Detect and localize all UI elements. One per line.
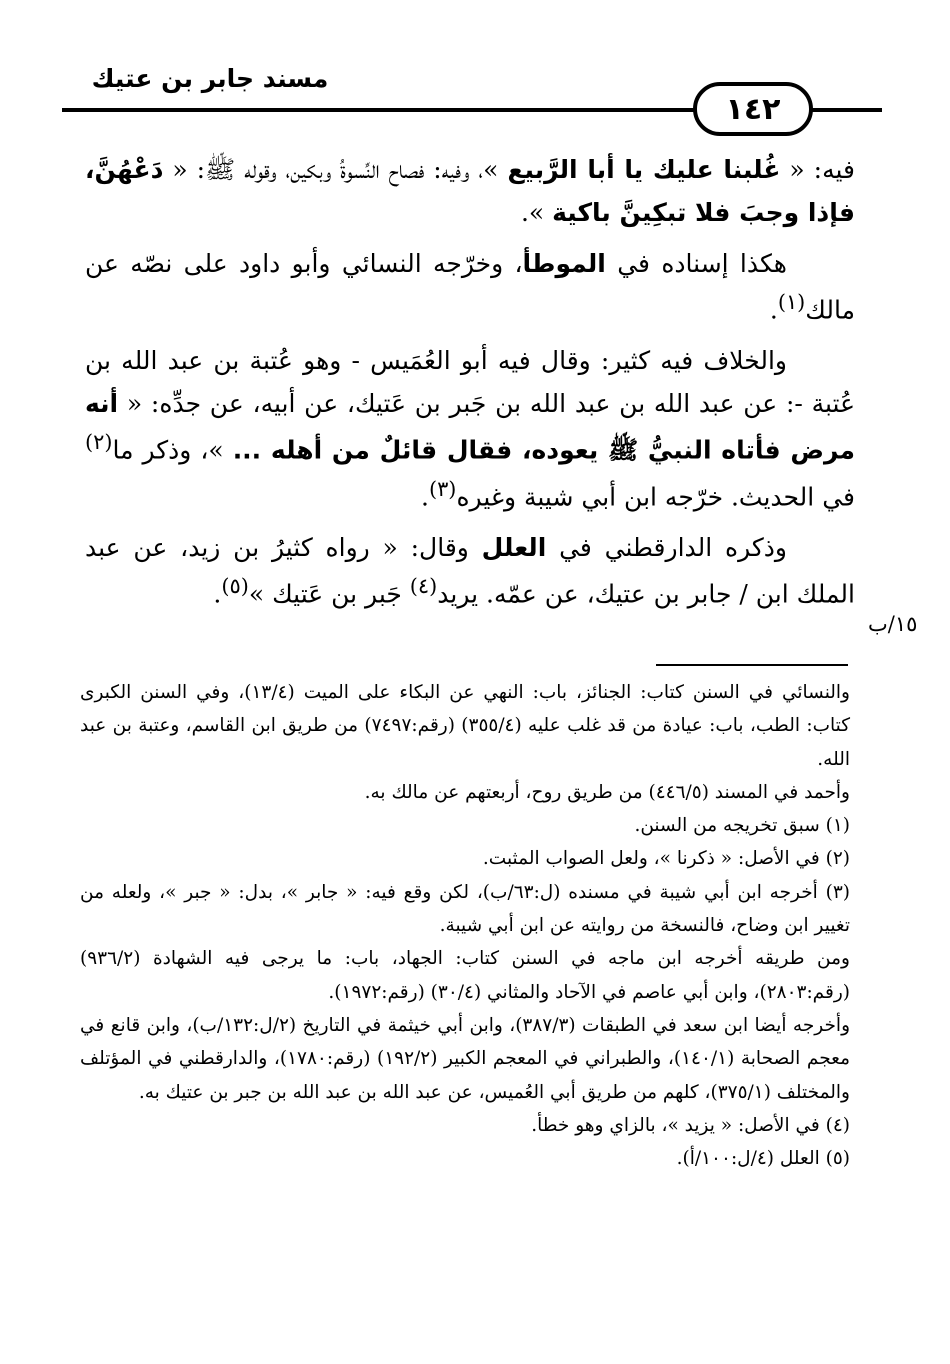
footnote-ref: (١) (777, 290, 806, 314)
footnote-3-continuation: وأخرجه أيضا ابن سعد في الطبقات (٣٨٧/٣)، وابن أبي خيثمة في التاريخ (٢/ل:١٣٢/ب)، وابن قانع في معجم الصحابة (١٤٠/١)، والطبراني في المعجم الكبير (١٩٢/٢) (رقم:١٧٨٠)، والدارقطني في المؤتلف والمختلف (٣٧٥/١)، كلهم من طريق أبي العُميس، عن عبد الله بن عبد الله بن جبر بن عتيك به. (80, 1014, 851, 1103)
footnote-ref: (٣) (428, 476, 457, 501)
quote-bold: دَعْهُنَّ، فإذا وجبَ فلا تبكِينَّ باكية (85, 155, 855, 227)
footnote-3-continuation: ومن طريقه أخرجه ابن ماجه في السنن كتاب: الجهاد، باب: ما يرجى فيه الشهادة (٩٣٦/٢) (رقم:٢٨٠٣)، وابن أبي عاصم في الآحاد والمثاني (٣٠/٤) (رقم:١٩٧٢). (80, 948, 850, 1003)
paragraph-2: هكذا إسناده في الموطأ، وخرّجه النسائي وأبو داود على نصّه عن مالك$^{(١)}$. (85, 249, 855, 325)
running-title: مسند جابر بن عتيك (91, 64, 329, 93)
book-title-bold: الموطأ (522, 249, 606, 278)
footnote-ref: (٤) (409, 573, 438, 598)
paragraph-4: وذكره الدارقطني في العلل وقال: « رواه كثيرُ بن زيد، عن عبد الملك ابن / جابر بن عتيك، عن عمّه. يريد$^{(٤)}$ جَبر بن عَتيك »$^{(٥)}$. (85, 532, 855, 609)
footnote-separator (656, 664, 848, 666)
footnote-continuation: وأحمد في المسند (٤٤٦/٥) من طريق روح، أربعتهم عن مالك به. (364, 781, 850, 803)
page-number: ١٤٢ (725, 91, 781, 127)
footnote-ref: (٢) (85, 430, 113, 455)
footnote-ref: (٥) (221, 573, 249, 598)
footnotes (80, 676, 850, 1175)
manuscript-folio-note: ١٥/ب (868, 612, 918, 636)
footnote-4: (٤) في الأصل: « يزيد »، بالزاي وهو خطأ. (531, 1114, 850, 1136)
page-number-badge (693, 82, 813, 136)
footnote-5: (٥) العلل (٤/ل:١٠٠/أ). (676, 1148, 850, 1170)
quote-bold: غُلبنا عليك يا أبا الرَّبيع (507, 155, 781, 184)
footnote-2: (٢) في الأصل: « ذكرنا »، ولعل الصواب المثبت. (482, 848, 850, 870)
footnote-3: (٣) أخرجه ابن أبي شيبة في مسنده (ل:٦٣/ب)، لكن وقع فيه: « جابر »، بدل: « جبر »، ولعله من تغيير ابن وضاح، فالنسخة من روايته عن ابن أبي شيبة. (80, 881, 850, 937)
paragraph-1: فيه: « غُلبنا عليك يا أبا الرَّبيع »، وفيه: فصاح النِّسوةُ وبكين، وقوله ﷺ: « دَعْهُنَّ، فإذا وجبَ فلا تبكِينَّ باكية ». (85, 155, 855, 227)
paragraph-3: والخلاف فيه كثير: وقال فيه أبو العُمَيس - وهو عُتبة بن عبد الله بن عُتبة -: عن عبد الله بن عبد الله بن جَبر بن عَتيك، عن أبيه، عن جدِّه: « أنه مرض فأتاه النبيُّ ﷺ يعوده، فقال قائلٌ من أهله ... »، وذكر ما$^{(٢)}$ في الحديث. خرّجه ابن أبي شيبة وغيره$^{(٣)}$. (85, 346, 855, 511)
footnote-1: (١) سبق تخريجه من السنن. (634, 815, 850, 837)
book-title-bold: العلل (481, 532, 547, 562)
footnote-continuation: والنسائي في السنن كتاب: الجنائز، باب: النهي عن البكاء على الميت (١٣/٤)، وفي السنن الكبرى كتاب: الطب، باب: عيادة من قد غلب عليه (٣٥٥/٤) (رقم:٧٤٩٧) من طريق ابن القاسم، وعتبة بن عبد الله. (80, 682, 851, 770)
main-text (85, 148, 855, 615)
quote-bold: أنه مرض فأتاه النبيُّ ﷺ يعوده، فقال قائلٌ من أهله ... (85, 389, 855, 465)
